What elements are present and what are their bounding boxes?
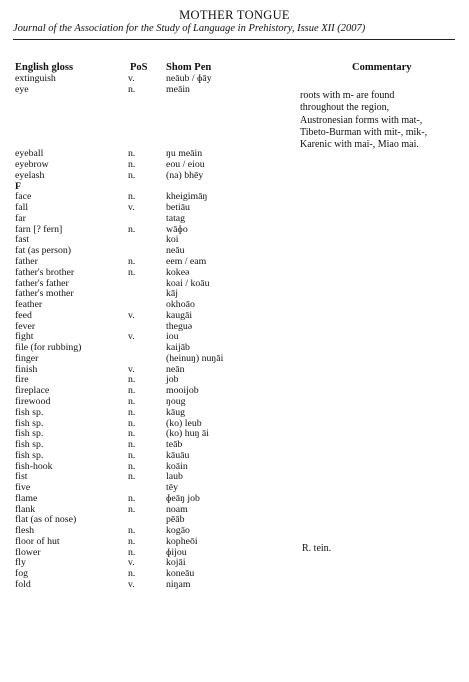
gloss-cell: eyebrow <box>15 159 49 171</box>
shom-pen-cell: kaugāi <box>166 309 193 321</box>
gloss-cell: feed <box>15 309 32 321</box>
shom-pen-cell: ɸeāŋ job <box>166 492 200 504</box>
gloss-cell: fat (as person) <box>15 245 72 257</box>
table-row <box>0 225 469 236</box>
gloss-cell: father's father <box>15 277 69 289</box>
gloss-cell: face <box>15 191 32 203</box>
pos-cell: n. <box>128 535 136 547</box>
gloss-cell: fireplace <box>15 385 50 397</box>
shom-pen-cell: iou <box>166 331 179 343</box>
journal-title: MOTHER TONGUE <box>179 8 290 22</box>
gloss-cell: fish-hook <box>15 460 53 472</box>
pos-cell: n. <box>128 406 136 418</box>
table-row <box>0 160 469 171</box>
table-row <box>0 419 469 430</box>
pos-cell: v. <box>128 578 135 590</box>
table-row <box>0 429 469 440</box>
table-row <box>0 569 469 580</box>
table-row <box>0 203 469 214</box>
table-row <box>0 537 469 548</box>
gloss-cell: flank <box>15 503 36 515</box>
gloss-cell: fish sp. <box>15 439 44 451</box>
shom-pen-cell: koi <box>166 234 179 246</box>
gloss-cell: farn [? fern] <box>15 223 63 235</box>
gloss-cell: far <box>15 212 26 224</box>
header-rule <box>13 39 455 40</box>
shom-pen-cell: kāug <box>166 406 186 418</box>
gloss-cell: flat (as of nose) <box>15 514 77 526</box>
shom-pen-cell: job <box>166 374 179 386</box>
table-row <box>0 515 469 526</box>
table-row <box>0 483 469 494</box>
shom-pen-cell: mooijob <box>166 385 199 397</box>
table-row <box>0 289 469 300</box>
gloss-cell: F <box>15 180 21 192</box>
pos-cell: n. <box>128 439 136 451</box>
table-row <box>0 214 469 225</box>
shom-pen-cell: neān <box>166 363 185 375</box>
table-row <box>0 74 469 85</box>
table-row <box>0 386 469 397</box>
pos-cell: n. <box>128 159 136 171</box>
table-row <box>0 365 469 376</box>
shom-pen-cell: ŋu meāin <box>166 148 203 160</box>
pos-cell: v. <box>128 331 135 343</box>
gloss-cell: eye <box>15 83 29 95</box>
shom-pen-cell: kopheōi <box>166 535 198 547</box>
pos-cell: n. <box>128 546 136 558</box>
shom-pen-cell: eou / eiou <box>166 159 205 171</box>
shom-pen-cell: ɸijou <box>166 546 187 558</box>
shom-pen-cell: pēāb <box>166 514 185 526</box>
gloss-cell: fight <box>15 331 34 343</box>
gloss-cell: fall <box>15 202 29 214</box>
table-row <box>0 451 469 462</box>
table-row <box>0 494 469 505</box>
pos-cell: v. <box>128 557 135 569</box>
column-header-shom-pen: Shom Pen <box>166 62 212 73</box>
column-header-commentary: Commentary <box>352 62 412 73</box>
shom-pen-cell: teāb <box>166 439 183 451</box>
shom-pen-cell: kokeə <box>166 266 190 278</box>
table-row <box>0 311 469 322</box>
gloss-cell: eyeball <box>15 148 44 160</box>
gloss-cell: fire <box>15 374 29 386</box>
gloss-cell: flower <box>15 546 41 558</box>
gloss-cell: file (for rubbing) <box>15 342 82 354</box>
shom-pen-cell: (ko) huŋ āi <box>166 428 209 440</box>
gloss-cell: fish sp. <box>15 406 44 418</box>
gloss-cell: flesh <box>15 525 35 537</box>
shom-pen-cell: kojāi <box>166 557 186 569</box>
shom-pen-cell: (heinuŋ) nuŋāi <box>166 352 224 364</box>
commentary-line: Tibeto-Burman with mit-, mik-, <box>300 126 428 138</box>
gloss-cell: fold <box>15 578 31 590</box>
pos-cell: n. <box>128 169 136 181</box>
shom-pen-cell: kāuāu <box>166 449 190 461</box>
gloss-cell: finish <box>15 363 38 375</box>
table-row <box>0 558 469 569</box>
table-row <box>0 526 469 537</box>
pos-cell: n. <box>128 492 136 504</box>
gloss-cell: father <box>15 256 38 268</box>
gloss-cell: father's mother <box>15 288 74 300</box>
table-row <box>0 397 469 408</box>
shom-pen-cell: niŋam <box>166 578 191 590</box>
gloss-cell: firewood <box>15 395 51 407</box>
eye-commentary <box>300 90 460 151</box>
gloss-cell: eyelash <box>15 169 45 181</box>
gloss-cell: fever <box>15 320 36 332</box>
shom-pen-cell: eem / eam <box>166 256 207 268</box>
commentary-line: throughout the region, <box>300 102 390 114</box>
table-row <box>0 354 469 365</box>
pos-cell: n. <box>128 449 136 461</box>
journal-subtitle: Journal of the Association for the Study of Language in Prehistory, Issue XII (2007) <box>13 23 366 34</box>
column-header-gloss: English gloss <box>15 62 74 73</box>
commentary-line: Austronesian forms with mat-, <box>300 114 423 126</box>
gloss-cell: fish sp. <box>15 428 44 440</box>
shom-pen-cell: wāɸo <box>166 223 188 235</box>
table-row <box>0 548 469 559</box>
gloss-cell: finger <box>15 352 39 364</box>
section-heading-row <box>0 182 469 193</box>
pos-cell: n. <box>128 471 136 483</box>
gloss-cell: fly <box>15 557 26 569</box>
pos-cell: n. <box>128 385 136 397</box>
table-row <box>0 322 469 333</box>
pos-cell: n. <box>128 460 136 472</box>
table-row <box>0 171 469 182</box>
pos-cell: n. <box>128 503 136 515</box>
pos-cell: n. <box>128 395 136 407</box>
shom-pen-cell: (na) bhēy <box>166 169 204 181</box>
shom-pen-cell: okhoāo <box>166 299 195 311</box>
gloss-cell: extinguish <box>15 73 56 84</box>
commentary-line: roots with m- are found <box>300 90 395 101</box>
column-header-pos: PoS <box>130 62 148 73</box>
gloss-cell: feather <box>15 299 43 311</box>
table-row <box>0 462 469 473</box>
gloss-cell: five <box>15 482 31 494</box>
gloss-cell: flame <box>15 492 38 504</box>
table-row <box>0 472 469 483</box>
pos-cell: n. <box>128 148 136 160</box>
gloss-cell: fist <box>15 471 28 483</box>
gloss-cell: fast <box>15 234 30 246</box>
table-row <box>0 246 469 257</box>
gloss-cell: father's brother <box>15 266 75 278</box>
pos-cell: v. <box>128 309 135 321</box>
gloss-cell: floor of hut <box>15 535 60 547</box>
pos-cell: n. <box>128 417 136 429</box>
pos-cell: n. <box>128 223 136 235</box>
shom-pen-cell: koneāu <box>166 568 195 580</box>
pos-cell: v. <box>128 73 135 84</box>
table-row <box>0 440 469 451</box>
pos-cell: n. <box>128 374 136 386</box>
pos-cell: n. <box>128 568 136 580</box>
shom-pen-cell: betiāu <box>166 202 190 214</box>
pos-cell: n. <box>128 266 136 278</box>
shom-pen-cell: kāj <box>166 288 178 300</box>
shom-pen-cell: kheigimāŋ <box>166 191 208 203</box>
shom-pen-cell: neāu <box>166 245 185 257</box>
five-commentary: R. tein. <box>302 543 332 554</box>
table-row <box>0 408 469 419</box>
shom-pen-cell: koāin <box>166 460 188 472</box>
gloss-cell: fish sp. <box>15 417 44 429</box>
shom-pen-cell: tēy <box>166 482 178 494</box>
shom-pen-cell: kaijāb <box>166 342 190 354</box>
lexicon-table <box>0 74 469 591</box>
shom-pen-cell: tatag <box>166 212 186 224</box>
shom-pen-cell: noam <box>166 503 188 515</box>
pos-cell: n. <box>128 428 136 440</box>
pos-cell: n. <box>128 83 136 95</box>
commentary-line: Karenic with mai-, Miao mai. <box>300 139 419 151</box>
pos-cell: n. <box>128 525 136 537</box>
gloss-cell: fish sp. <box>15 449 44 461</box>
shom-pen-cell: theguə <box>166 320 193 332</box>
pos-cell: n. <box>128 191 136 203</box>
gloss-cell: fog <box>15 568 29 580</box>
shom-pen-cell: ŋoug <box>166 395 186 407</box>
table-row <box>0 300 469 311</box>
shom-pen-cell: koai / koāu <box>166 277 210 289</box>
shom-pen-cell: neāub / ɸāy <box>166 73 212 84</box>
table-row <box>0 580 469 591</box>
table-row <box>0 268 469 279</box>
table-row <box>0 343 469 354</box>
pos-cell: v. <box>128 202 135 214</box>
table-row <box>0 192 469 203</box>
shom-pen-cell: laub <box>166 471 183 483</box>
table-row <box>0 375 469 386</box>
pos-cell: v. <box>128 363 135 375</box>
shom-pen-cell: (ko) leub <box>166 417 202 429</box>
shom-pen-cell: kogāo <box>166 525 190 537</box>
pos-cell: n. <box>128 256 136 268</box>
shom-pen-cell: meāin <box>166 83 190 95</box>
